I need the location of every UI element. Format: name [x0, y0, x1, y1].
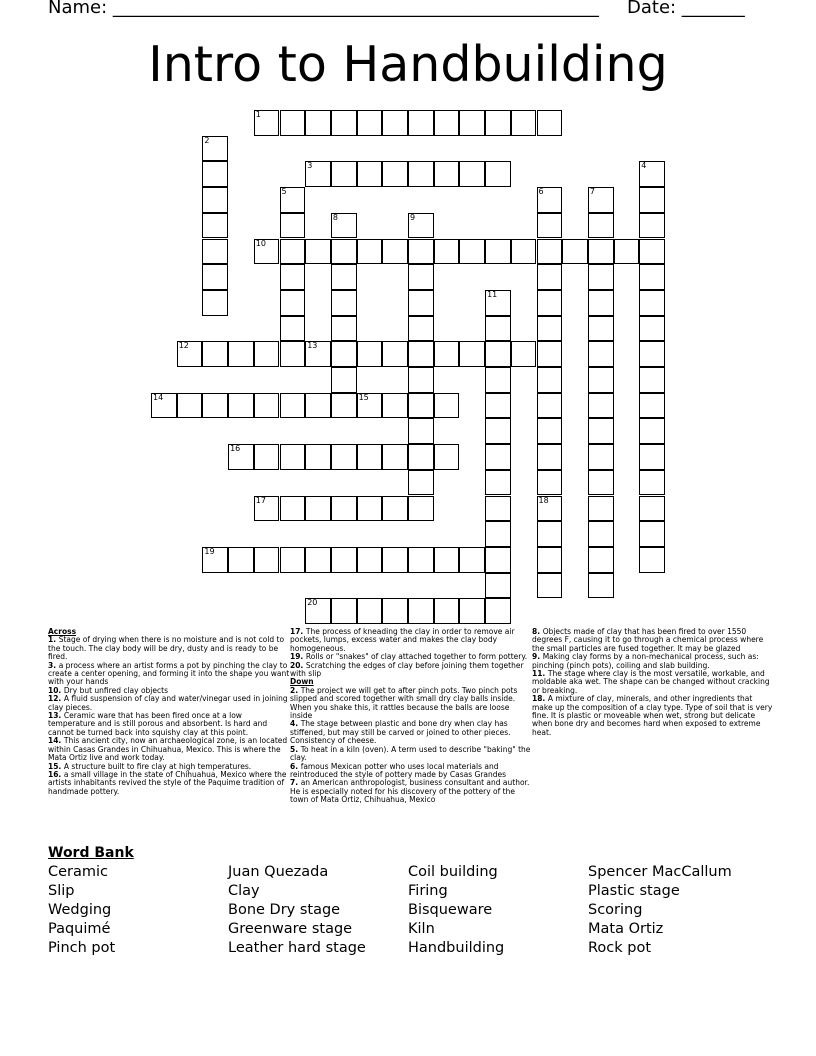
grid-cell[interactable] — [485, 161, 511, 187]
grid-cell[interactable] — [485, 367, 511, 393]
clue-column-2 — [290, 628, 532, 805]
grid-cell[interactable] — [408, 598, 434, 624]
clue-text: A fluid suspension of clay and water/vinegar used in joining clay pieces. — [48, 694, 288, 712]
grid-cell[interactable] — [614, 239, 640, 265]
clue-item — [290, 763, 532, 780]
grid-cell[interactable] — [537, 573, 563, 599]
grid-cell[interactable] — [639, 187, 665, 213]
grid-cell[interactable] — [639, 213, 665, 239]
grid-cell[interactable] — [254, 110, 280, 136]
grid-cell[interactable] — [331, 264, 357, 290]
grid-cell[interactable] — [151, 393, 177, 419]
date-field[interactable]: Date: _______ — [627, 0, 745, 18]
clue-text: Making clay forms by a non-mechanical process, such as: pinching (pinch pots), coiling and slab building. — [532, 652, 759, 670]
grid-cell[interactable] — [485, 470, 511, 496]
grid-cell[interactable] — [280, 290, 306, 316]
grid-cell[interactable] — [588, 187, 614, 213]
word-bank-item: Spencer MacCallum — [588, 864, 732, 880]
word-bank-item: Handbuilding — [408, 940, 505, 956]
clue-item — [48, 771, 290, 796]
grid-cell[interactable] — [537, 470, 563, 496]
grid-cell[interactable] — [357, 341, 383, 367]
grid-cell[interactable] — [331, 444, 357, 470]
grid-cell[interactable] — [588, 444, 614, 470]
grid-cell[interactable] — [331, 316, 357, 342]
clue-item — [290, 779, 532, 804]
grid-cell[interactable] — [357, 110, 383, 136]
clue-text: A mixture of clay, minerals, and other ingredients that make up the composition of a clay type. Type of soil that is very fine. It is plastic or moveable when wet, strong but delicate when bone dry and becomes hard when exposed to extreme heat. — [532, 694, 773, 737]
grid-cell[interactable] — [331, 341, 357, 367]
clue-number: 1 — [255, 110, 261, 119]
clue-item — [532, 695, 774, 737]
grid-cell[interactable] — [254, 393, 280, 419]
clue-text: A structure built to fire clay at high temperatures. — [63, 761, 252, 771]
clue-number: 15 — [358, 392, 369, 402]
grid-cell[interactable] — [280, 341, 306, 367]
grid-cell[interactable] — [639, 161, 665, 187]
clue-number-label: 15. — [48, 761, 64, 771]
grid-cell[interactable] — [588, 239, 614, 265]
grid-cell[interactable] — [459, 239, 485, 265]
clue-number: 17 — [255, 495, 266, 505]
clue-item — [290, 662, 532, 679]
grid-cell[interactable] — [202, 290, 228, 316]
grid-cell[interactable] — [485, 110, 511, 136]
grid-cell[interactable] — [639, 367, 665, 393]
word-bank-item: Plastic stage — [588, 883, 680, 899]
grid-cell[interactable] — [485, 547, 511, 573]
grid-cell[interactable] — [588, 367, 614, 393]
grid-cell[interactable] — [485, 573, 511, 599]
grid-cell[interactable] — [177, 341, 203, 367]
grid-cell[interactable] — [485, 290, 511, 316]
clue-number: 13 — [307, 341, 318, 351]
grid-cell[interactable] — [639, 264, 665, 290]
grid-cell[interactable] — [357, 161, 383, 187]
grid-cell[interactable] — [408, 547, 434, 573]
grid-cell[interactable] — [357, 444, 383, 470]
grid-cell[interactable] — [588, 573, 614, 599]
grid-cell[interactable] — [537, 316, 563, 342]
grid-cell[interactable] — [639, 444, 665, 470]
word-bank-item: Wedging — [48, 902, 112, 918]
clue-heading: Across — [48, 627, 77, 636]
word-bank-item: Pinch pot — [48, 940, 116, 956]
clue-heading: Down — [290, 677, 314, 687]
clue-number: 18 — [538, 495, 549, 505]
clue-text: The stage where clay is the most versatile, workable, and moldable aka wet. The shape can be changed without cracking or breaking. — [532, 669, 770, 695]
grid-cell[interactable] — [305, 444, 331, 470]
grid-cell[interactable] — [639, 316, 665, 342]
clue-number: 8 — [332, 212, 338, 222]
grid-cell[interactable] — [357, 239, 383, 265]
grid-cell[interactable] — [485, 239, 511, 265]
clue-number-label: 7. — [290, 778, 301, 788]
word-bank-column — [588, 863, 732, 958]
grid-cell[interactable] — [459, 110, 485, 136]
grid-cell[interactable] — [408, 264, 434, 290]
grid-cell[interactable] — [331, 598, 357, 624]
grid-cell[interactable] — [331, 161, 357, 187]
grid-cell[interactable] — [537, 393, 563, 419]
clue-number-label: 14. — [48, 736, 64, 746]
clue-number: 19 — [204, 546, 215, 556]
clue-number-label: 13. — [48, 711, 64, 721]
grid-cell[interactable] — [459, 161, 485, 187]
grid-cell[interactable] — [485, 418, 511, 444]
clue-item — [532, 670, 774, 695]
grid-cell[interactable] — [228, 341, 254, 367]
grid-cell[interactable] — [408, 418, 434, 444]
grid-cell[interactable] — [382, 496, 408, 522]
grid-cell[interactable] — [485, 316, 511, 342]
grid-cell[interactable] — [280, 110, 306, 136]
grid-cell[interactable] — [408, 110, 434, 136]
grid-cell[interactable] — [254, 239, 280, 265]
grid-cell[interactable] — [228, 547, 254, 573]
clue-text: To heat in a kiln (oven). A term used to describe "baking" the clay. — [290, 744, 531, 763]
grid-cell[interactable] — [588, 496, 614, 522]
grid-cell[interactable] — [331, 367, 357, 393]
grid-cell[interactable] — [305, 341, 331, 367]
grid-cell[interactable] — [537, 187, 563, 213]
grid-cell[interactable] — [537, 290, 563, 316]
clue-number-label: 9. — [532, 652, 543, 662]
word-bank-item: Bisqueware — [408, 902, 493, 918]
clue-item — [290, 628, 532, 653]
grid-cell[interactable] — [588, 470, 614, 496]
grid-cell[interactable] — [537, 213, 563, 239]
word-bank-column — [228, 863, 366, 958]
word-bank-item: Greenware stage — [228, 921, 353, 937]
grid-cell[interactable] — [228, 444, 254, 470]
grid-cell[interactable] — [588, 393, 614, 419]
grid-cell[interactable] — [511, 341, 537, 367]
grid-cell[interactable] — [588, 418, 614, 444]
grid-cell[interactable] — [382, 547, 408, 573]
grid-cell[interactable] — [408, 290, 434, 316]
word-bank — [48, 845, 788, 956]
clue-text: Ceramic ware that has been fired once at a low temperature and is still porous and absorbent. Is hard and cannot be turned back into squishy clay at this point. — [48, 711, 268, 737]
grid-cell[interactable] — [280, 187, 306, 213]
clue-number: 2 — [204, 135, 210, 145]
grid-cell[interactable] — [254, 547, 280, 573]
grid-cell[interactable] — [639, 290, 665, 316]
grid-cell[interactable] — [305, 598, 331, 624]
word-bank-item: Leather hard stage — [228, 940, 366, 956]
clue-number: 6 — [538, 187, 544, 197]
clue-number: 3 — [307, 161, 313, 171]
grid-cell[interactable] — [280, 316, 306, 342]
grid-cell[interactable] — [537, 444, 563, 470]
clue-number: 11 — [487, 289, 498, 299]
grid-cell[interactable] — [357, 547, 383, 573]
grid-cell[interactable] — [639, 521, 665, 547]
grid-cell[interactable] — [588, 521, 614, 547]
clue-number: 20 — [307, 598, 318, 608]
grid-cell[interactable] — [305, 239, 331, 265]
grid-cell[interactable] — [254, 341, 280, 367]
grid-cell[interactable] — [408, 496, 434, 522]
grid-cell[interactable] — [331, 393, 357, 419]
grid-cell[interactable] — [485, 521, 511, 547]
word-bank-item: Juan Quezada — [228, 864, 329, 880]
grid-cell[interactable] — [434, 444, 460, 470]
grid-cell[interactable] — [408, 239, 434, 265]
grid-cell[interactable] — [280, 496, 306, 522]
grid-cell[interactable] — [434, 547, 460, 573]
word-bank-item: Paquimé — [48, 921, 111, 937]
grid-cell[interactable] — [408, 367, 434, 393]
clue-number: 16 — [230, 444, 241, 454]
clue-item — [290, 720, 532, 745]
clue-number-label: 20. — [290, 660, 306, 670]
clue-text: The stage between plastic and bone dry when clay has stiffened, but may still be carved or joined to other pieces. Consistency of cheese. — [290, 719, 511, 746]
grid-cell[interactable] — [382, 239, 408, 265]
grid-cell[interactable] — [331, 496, 357, 522]
grid-cell[interactable] — [485, 393, 511, 419]
grid-cell[interactable] — [434, 161, 460, 187]
clue-number-label: 5. — [290, 744, 301, 754]
grid-cell[interactable] — [537, 110, 563, 136]
grid-cell[interactable] — [382, 393, 408, 419]
grid-cell[interactable] — [357, 393, 383, 419]
grid-cell[interactable] — [434, 341, 460, 367]
clue-number-label: 18. — [532, 694, 548, 704]
grid-cell[interactable] — [202, 264, 228, 290]
clue-number-label: 2. — [290, 685, 301, 695]
grid-cell[interactable] — [382, 110, 408, 136]
grid-cell[interactable] — [485, 496, 511, 522]
clue-number-label: 11. — [532, 669, 548, 679]
grid-cell[interactable] — [639, 393, 665, 419]
grid-cell[interactable] — [588, 341, 614, 367]
grid-cell[interactable] — [588, 316, 614, 342]
grid-cell[interactable] — [305, 110, 331, 136]
grid-cell[interactable] — [331, 213, 357, 239]
clue-text: The project we will get to after pinch pots. Two pinch pots slipped and scored together with small dry clay balls inside. When you shake this, it rattles because the balls are loose inside — [290, 685, 518, 721]
grid-cell[interactable] — [434, 598, 460, 624]
grid-cell[interactable] — [511, 110, 537, 136]
word-bank-item: Rock pot — [588, 940, 652, 956]
clue-item — [48, 662, 290, 687]
grid-cell[interactable] — [562, 239, 588, 265]
word-bank-item: Coil building — [408, 864, 498, 880]
grid-cell[interactable] — [485, 598, 511, 624]
grid-cell[interactable] — [588, 547, 614, 573]
clue-number-label: 12. — [48, 694, 64, 704]
clue-number-label: 17. — [290, 627, 306, 636]
grid-cell[interactable] — [459, 547, 485, 573]
clue-number-label: 3. — [48, 660, 59, 670]
clue-number: 12 — [178, 341, 189, 351]
grid-cell[interactable] — [305, 161, 331, 187]
grid-cell[interactable] — [202, 393, 228, 419]
grid-cell[interactable] — [254, 444, 280, 470]
grid-cell[interactable] — [537, 547, 563, 573]
clue-number: 14 — [153, 392, 164, 402]
clue-number-label: 19. — [290, 652, 306, 662]
grid-cell[interactable] — [639, 470, 665, 496]
grid-cell[interactable] — [202, 239, 228, 265]
grid-cell[interactable] — [639, 496, 665, 522]
clue-text: a small village in the state of Chihuahua, Mexico where the artists inhabitants revived the style of the Paquime tradition of handmade pottery. — [48, 769, 287, 796]
grid-cell[interactable] — [331, 290, 357, 316]
grid-cell[interactable] — [485, 341, 511, 367]
grid-cell[interactable] — [280, 444, 306, 470]
grid-cell[interactable] — [177, 393, 203, 419]
clue-text: The process of kneading the clay in order to remove air pockets, lumps, excess water and makes the clay body homogeneous. — [290, 627, 515, 653]
clue-number: 5 — [281, 187, 287, 197]
word-bank-column — [408, 863, 504, 958]
grid-cell[interactable] — [202, 136, 228, 162]
grid-cell[interactable] — [382, 161, 408, 187]
grid-cell[interactable] — [382, 444, 408, 470]
grid-cell[interactable] — [459, 598, 485, 624]
grid-cell[interactable] — [357, 496, 383, 522]
clue-number-label: 4. — [290, 719, 301, 729]
clue-text: Scratching the edges of clay before joining them together with slip — [290, 660, 524, 679]
grid-cell[interactable] — [588, 213, 614, 239]
word-bank-item: Firing — [408, 883, 448, 899]
clue-item — [290, 746, 532, 763]
clue-item — [48, 737, 290, 762]
grid-cell[interactable] — [408, 444, 434, 470]
word-bank-item: Slip — [48, 883, 75, 899]
grid-cell[interactable] — [408, 316, 434, 342]
grid-cell[interactable] — [331, 547, 357, 573]
grid-cell[interactable] — [305, 547, 331, 573]
grid-cell[interactable] — [434, 110, 460, 136]
word-bank-item: Ceramic — [48, 864, 109, 880]
grid-cell[interactable] — [357, 598, 383, 624]
clue-number-label: 6. — [290, 761, 301, 771]
grid-cell[interactable] — [202, 341, 228, 367]
word-bank-item: Scoring — [588, 902, 643, 918]
grid-cell[interactable] — [459, 341, 485, 367]
name-field[interactable]: Name: ______________________________________________________ — [48, 0, 599, 18]
grid-cell[interactable] — [202, 213, 228, 239]
clue-number-label: 1. — [48, 635, 59, 645]
grid-cell[interactable] — [588, 264, 614, 290]
clue-text: Rolls or "snakes" of clay attached together to form pottery. — [305, 652, 528, 662]
grid-cell[interactable] — [202, 187, 228, 213]
clue-number-label: 10. — [48, 685, 64, 695]
grid-cell[interactable] — [639, 341, 665, 367]
grid-cell[interactable] — [305, 393, 331, 419]
word-bank-item: Clay — [228, 883, 260, 899]
grid-cell[interactable] — [537, 264, 563, 290]
grid-cell[interactable] — [331, 110, 357, 136]
clue-item — [48, 712, 290, 737]
clue-item — [532, 653, 774, 670]
grid-cell[interactable] — [537, 367, 563, 393]
grid-cell[interactable] — [588, 290, 614, 316]
grid-cell[interactable] — [434, 393, 460, 419]
grid-cell[interactable] — [537, 521, 563, 547]
grid-cell[interactable] — [639, 239, 665, 265]
grid-cell[interactable] — [280, 393, 306, 419]
grid-cell[interactable] — [511, 239, 537, 265]
clue-text: an American anthropologist, business consultant and author. He is especially noted for his discovery of the pottery of the town of Mata Ortiz, Chihuahua, Mexico — [290, 778, 530, 805]
grid-cell[interactable] — [280, 239, 306, 265]
grid-cell[interactable] — [537, 418, 563, 444]
clue-text: Dry but unfired clay objects — [63, 685, 168, 695]
grid-cell[interactable] — [537, 496, 563, 522]
clue-text: Stage of drying when there is no moisture and is not cold to the touch. The clay body will be dry, dusty and is ready to be fired. — [48, 635, 285, 662]
grid-cell[interactable] — [485, 444, 511, 470]
clue-number-label: 8. — [532, 627, 543, 636]
clue-text: Objects made of clay that has been fired to over 1550 degrees F, causing it to go through a chemical process where the small particles are fused together. It may be glazed — [532, 627, 764, 653]
grid-cell[interactable] — [639, 547, 665, 573]
grid-cell[interactable] — [280, 213, 306, 239]
word-bank-title: Word Bank — [48, 845, 134, 861]
clue-item — [48, 636, 290, 661]
grid-cell[interactable] — [639, 418, 665, 444]
clue-number: 9 — [410, 212, 416, 222]
grid-cell[interactable] — [408, 393, 434, 419]
page-title: Intro to Handbuilding — [148, 36, 668, 93]
grid-cell[interactable] — [408, 470, 434, 496]
clue-text: a process where an artist forms a pot by pinching the clay to create a center opening, and forming it into the shape you want with your hands — [48, 660, 290, 687]
clue-item — [290, 687, 532, 721]
grid-cell[interactable] — [202, 161, 228, 187]
clue-text: famous Mexican potter who uses local materials and reintroduced the style of pottery made by Casas Grandes — [290, 761, 507, 779]
clue-number: 4 — [641, 161, 647, 171]
clue-number-label: 16. — [48, 769, 64, 779]
grid-cell[interactable] — [408, 341, 434, 367]
word-bank-item: Mata Ortiz — [588, 921, 664, 937]
clue-number: 10 — [255, 238, 266, 248]
grid-cell[interactable] — [537, 341, 563, 367]
grid-cell[interactable] — [254, 496, 280, 522]
grid-cell[interactable] — [228, 393, 254, 419]
word-bank-item: Bone Dry stage — [228, 902, 341, 918]
clue-text: This ancient city, now an archaeological zone, is an located within Casas Grandes in Chihuahua, Mexico. This is where the Mata Ortiz live and work today. — [48, 736, 288, 763]
grid-cell[interactable] — [280, 264, 306, 290]
grid-cell[interactable] — [382, 598, 408, 624]
grid-cell[interactable] — [434, 239, 460, 265]
clue-item — [48, 695, 290, 712]
word-bank-item: Kiln — [408, 921, 435, 937]
grid-cell[interactable] — [537, 239, 563, 265]
word-bank-column — [48, 863, 115, 958]
grid-cell[interactable] — [408, 213, 434, 239]
grid-cell[interactable] — [280, 547, 306, 573]
clue-column-3 — [532, 628, 774, 737]
clue-item — [532, 628, 774, 653]
clue-column-1 — [48, 628, 290, 796]
grid-cell[interactable] — [408, 161, 434, 187]
grid-cell[interactable] — [202, 547, 228, 573]
grid-cell[interactable] — [331, 239, 357, 265]
grid-cell[interactable] — [305, 496, 331, 522]
clue-number: 7 — [589, 187, 595, 197]
grid-cell[interactable] — [382, 341, 408, 367]
